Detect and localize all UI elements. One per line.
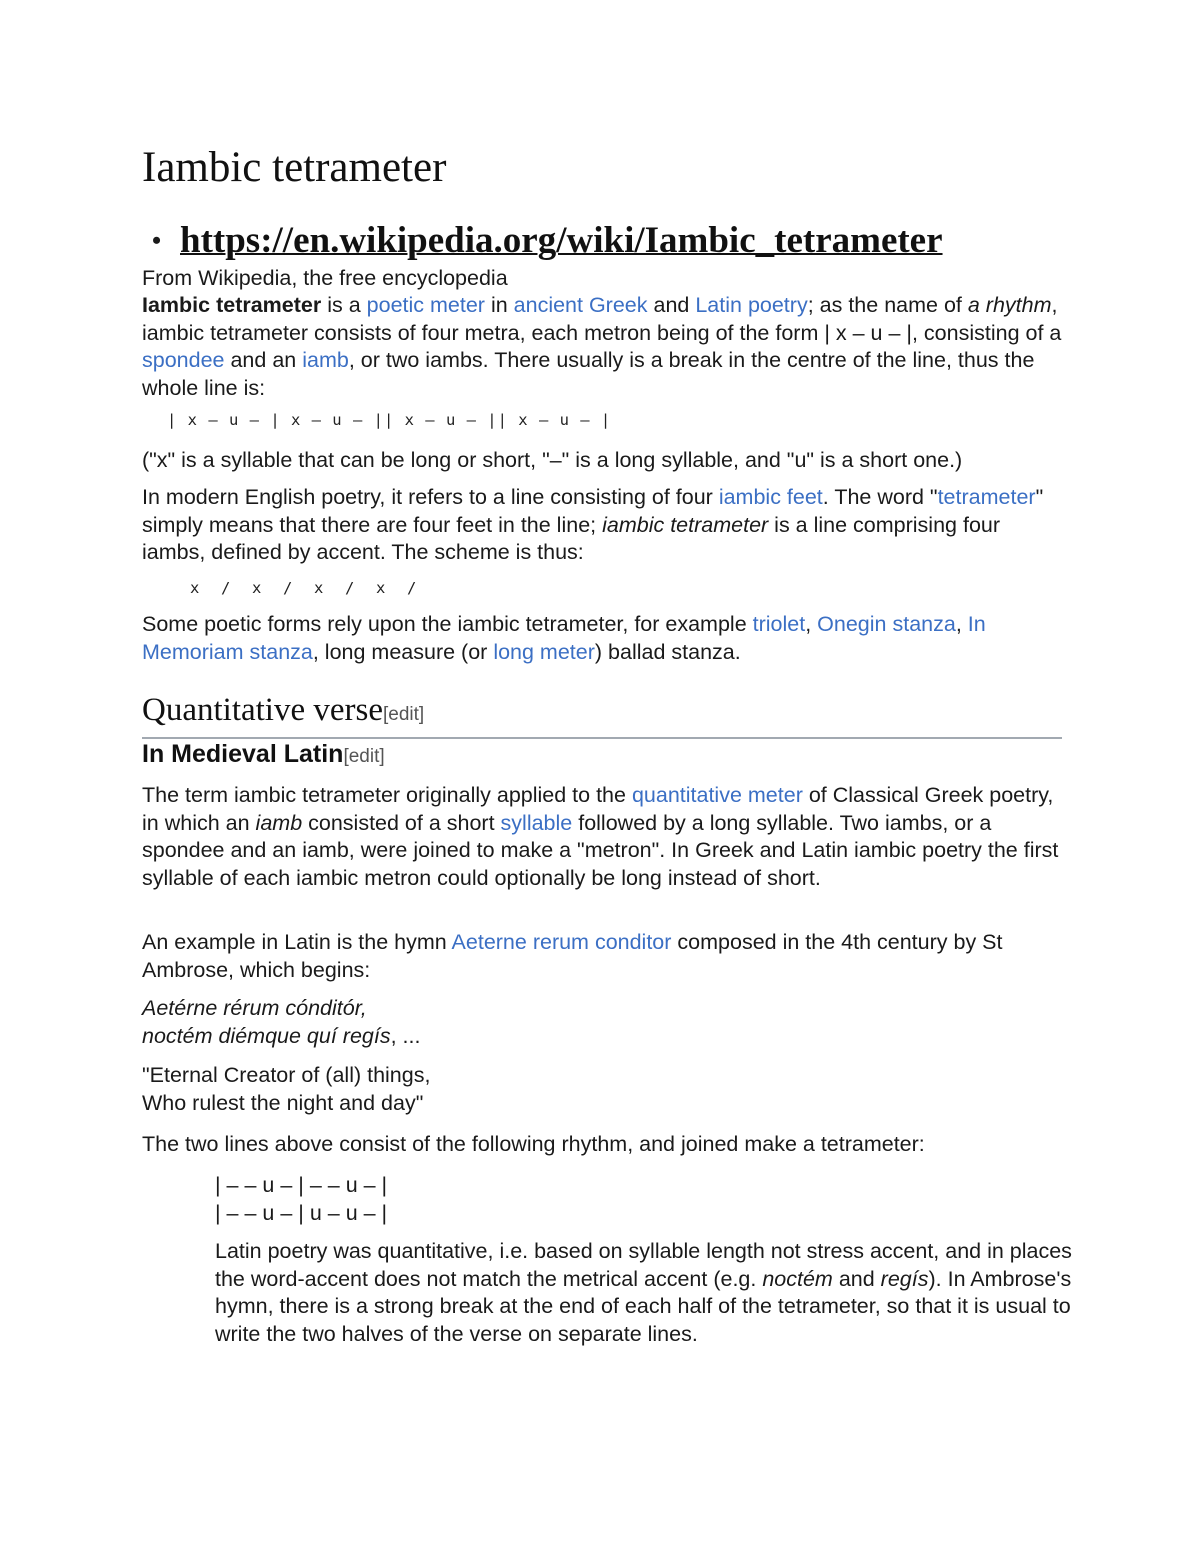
- link-aeterne-rerum-conditor[interactable]: Aeterne rerum conditor: [451, 930, 672, 954]
- page-title: Iambic tetrameter: [142, 144, 447, 191]
- link-poetic-meter[interactable]: poetic meter: [366, 293, 485, 317]
- link-in-memoriam-stanza[interactable]: In Memoriam stanza: [142, 612, 986, 664]
- medieval-text: The term iambic tetrameter originally applied to the: [142, 783, 632, 807]
- quantitative-scheme: | x – u – | x – u – || x – u – || x – u – |: [167, 411, 612, 429]
- medieval-paragraph: [142, 782, 1062, 892]
- forms-text: , long measure (or: [312, 639, 494, 664]
- intro-term: Iambic tetrameter: [142, 293, 322, 317]
- english-translation: [142, 1062, 1062, 1117]
- translation-line: "Eternal Creator of (all) things,: [142, 1063, 431, 1087]
- closing-italic: noctém: [762, 1266, 833, 1291]
- accent-scheme: x / x / x / x /: [190, 579, 418, 597]
- edit-link-medieval-latin[interactable]: [edit]: [343, 746, 385, 767]
- medieval-italic: iamb: [255, 810, 303, 835]
- example-text: composed in the 4th century by St Ambrose, which begins:: [142, 930, 1003, 982]
- rhythm-line: | – – u – | u – u – |: [215, 1200, 388, 1225]
- translation-line: Who rulest the night and day": [142, 1090, 424, 1115]
- rhythm-line: | – – u – | – – u – |: [215, 1173, 388, 1197]
- section-title: In Medieval Latin: [142, 740, 344, 768]
- english-text: In modern English poetry, it refers to a line consisting of four: [142, 485, 719, 509]
- rhythm-intro: The two lines above consist of the following rhythm, and joined make a tetrameter:: [142, 1132, 925, 1156]
- intro-text: , or two iambs. There usually is a break in the centre of the line, thus the whole line is:: [142, 348, 1035, 400]
- english-text: is a line comprising four iambs, defined by accent. The scheme is thus:: [142, 512, 1001, 564]
- latin-verse: [142, 995, 1062, 1050]
- forms-paragraph: [142, 611, 1062, 666]
- example-paragraph: [142, 929, 1062, 984]
- source-url-link[interactable]: https://en.wikipedia.org/wiki/Iambic_tetrameter: [180, 220, 943, 261]
- link-iambic-feet[interactable]: iambic feet: [718, 485, 823, 509]
- link-triolet[interactable]: triolet: [752, 612, 806, 636]
- link-iamb[interactable]: iamb: [302, 348, 349, 372]
- closing-text: Latin poetry was quantitative, i.e. based on syllable length not stress accent, and in places the word-accent does not match the metrical accent (e.g.: [215, 1239, 1072, 1291]
- closing-text: ). In Ambrose's hymn, there is a strong break at the end of each half of the tetrameter, so that it is usual to write the two halves of the verse on separate lines.: [215, 1266, 1072, 1346]
- intro-text: in: [484, 293, 514, 317]
- english-text: " simply means that there are four feet in the line;: [142, 485, 1044, 537]
- link-spondee[interactable]: spondee: [142, 348, 225, 372]
- edit-link-quantitative-verse[interactable]: [edit]: [383, 704, 425, 725]
- latin-line: noctém diémque quí regís: [142, 1023, 391, 1048]
- source-url-item: [152, 218, 943, 264]
- english-paragraph: [142, 484, 1062, 567]
- forms-text: ,: [955, 612, 968, 636]
- section-heading-medieval-latin: [142, 738, 385, 773]
- link-latin-poetry[interactable]: Latin poetry: [695, 293, 808, 317]
- intro-text: and an: [224, 348, 303, 372]
- section-title: Quantitative verse: [142, 692, 383, 728]
- from-wikipedia-line: From Wikipedia, the free encyclopedia: [142, 266, 508, 290]
- closing-text: and: [832, 1266, 881, 1291]
- link-long-meter[interactable]: long meter: [493, 639, 595, 664]
- forms-text: ,: [805, 612, 818, 636]
- link-onegin-stanza[interactable]: Onegin stanza: [817, 612, 956, 636]
- intro-text: is a: [321, 293, 367, 317]
- example-text: An example in Latin is the hymn: [142, 930, 452, 954]
- english-italic: iambic tetrameter: [602, 512, 769, 537]
- medieval-text: of Classical Greek poetry, in which an: [142, 783, 1054, 835]
- medieval-text: consisted of a short: [302, 810, 501, 835]
- rhythm-lines: [215, 1172, 1075, 1227]
- medieval-text: followed by a long syllable. Two iambs, or a spondee and an iamb, were joined to make a "metron". In Greek and Latin iambic poetry the first syllable of each iambic metron could optionally be long instead of short.: [142, 810, 1059, 890]
- forms-text: Some poetic forms rely upon the iambic tetrameter, for example: [142, 612, 753, 636]
- latin-line: Aetérne rérum cónditór,: [142, 996, 367, 1020]
- link-ancient-greek[interactable]: ancient Greek: [513, 293, 648, 317]
- intro-text: ; as the name of: [807, 293, 968, 317]
- link-tetrameter[interactable]: tetrameter: [937, 485, 1036, 509]
- syllable-explanation: ("x" is a syllable that can be long or short, "–" is a long syllable, and "u" is a short one.): [142, 448, 963, 472]
- intro-paragraph: [142, 292, 1062, 402]
- closing-paragraph: [215, 1238, 1075, 1348]
- intro-text: and: [647, 293, 696, 317]
- link-quantitative-meter[interactable]: quantitative meter: [631, 783, 803, 807]
- section-heading-quantitative-verse: [142, 690, 1062, 739]
- intro-text: , iambic tetrameter consists of four metra, each metron being of the form | x – u – |, consisting of a: [142, 293, 1062, 345]
- latin-ellipsis: , ...: [390, 1023, 421, 1048]
- bullet-icon: •: [152, 226, 162, 255]
- link-syllable[interactable]: syllable: [500, 810, 573, 835]
- english-text: . The word ": [822, 485, 938, 509]
- forms-text: ) ballad stanza.: [594, 639, 741, 664]
- intro-italic: a rhythm: [967, 293, 1052, 317]
- closing-italic: regís: [880, 1266, 929, 1291]
